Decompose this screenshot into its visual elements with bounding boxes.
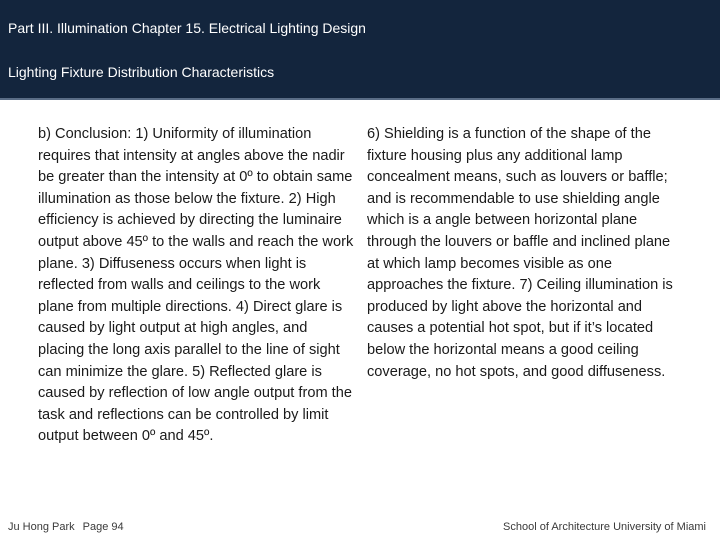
footer-left: [8, 521, 124, 533]
slide-subtitle: Lighting Fixture Distribution Characteristics: [8, 64, 275, 80]
footer-institution: School of Architecture University of Miami: [503, 521, 706, 533]
left-column-text: b) Conclusion: 1) Uniformity of illumination requires that intensity at angles above the nadir be greater than the intensity at 0º to obtain same illumination as those below the fixture. 2) High efficiency is achieved by directing the luminaire output above 45º to the walls and reach the work plane. 3) Diffuseness occurs when light is reflected from walls and ceilings to the work plane from multiple directions. 4) Direct glare is caused by light output at high angles, and placing the long axis parallel to the line of sight can minimize the glare. 5) Reflected glare is caused by reflection of low angle output from the task and reflections can be controlled by limit output between 0º and 45º.: [38, 126, 354, 445]
right-column-text: 6) Shielding is a function of the shape of the fixture housing plus any additional lamp concealment means, such as louvers or baffle; and is recommendable to use shielding angle which is a angle between horizontal plane through the louvers or baffle and inclined plane at which lamp becomes visible as one approaches the fixture. 7) Ceiling illumination is produced by light above the horizontal and causes a potential hot spot, but if it’s located below the horizontal means a good ceiling coverage, no hot spots, and good diffuseness.: [367, 126, 673, 380]
slide-title: Part III. Illumination Chapter 15. Electrical Lighting Design: [8, 20, 366, 36]
footer-page-number: Page 94: [82, 521, 124, 533]
title-bar: [0, 0, 720, 100]
footer-author: Ju Hong Park: [8, 521, 75, 533]
